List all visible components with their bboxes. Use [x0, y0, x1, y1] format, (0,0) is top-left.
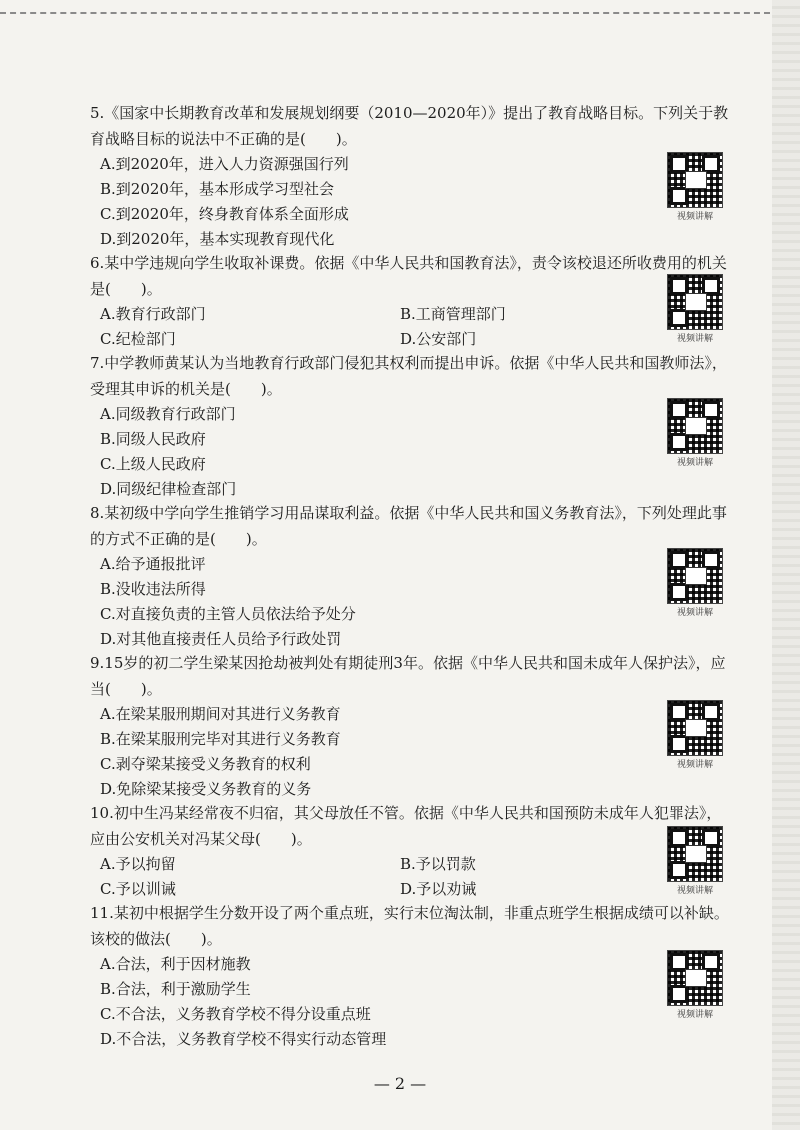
qr-code-icon [667, 548, 723, 604]
qr-code-icon [667, 950, 723, 1006]
question-stem: 11.某初中根据学生分数开设了两个重点班，实行末位淘汰制，非重点班学生根据成绩可以补缺。该校的做法( )。 [90, 904, 729, 948]
page-binding-edge [772, 0, 800, 1130]
qr-label: 视频讲解 [676, 608, 713, 618]
question-stem: 6.某中学违规向学生收取补课费。依据《中华人民共和国教育法》，责令该校退还所收费用的机关是( )。 [90, 254, 727, 298]
qr-label: 视频讲解 [676, 760, 713, 770]
page-top-edge [0, 0, 770, 14]
qr-label: 视频讲解 [676, 334, 713, 344]
option-a: A.合法，利于因材施教 [100, 955, 251, 973]
option-b: B.到2020年，基本形成学习型社会 [100, 180, 334, 198]
option-a: A.给予通报批评 [100, 555, 206, 573]
option-c: C.对直接负责的主管人员依法给予处分 [100, 605, 356, 623]
option-b: B.工商管理部门 [400, 305, 506, 323]
qr-code-video-11[interactable] [666, 950, 724, 1021]
option-d: D.免除梁某接受义务教育的义务 [100, 780, 312, 798]
option-d: D.不合法，义务教育学校不得实行动态管理 [100, 1030, 387, 1048]
qr-code-video-10[interactable] [666, 826, 724, 897]
option-a: A.到2020年，进入人力资源强国行列 [100, 155, 349, 173]
qr-label: 视频讲解 [676, 458, 713, 468]
qr-code-video-8[interactable] [666, 548, 724, 619]
question-8 [90, 500, 730, 652]
option-c: C.到2020年，终身教育体系全面形成 [100, 205, 349, 223]
option-d: D.同级纪律检查部门 [100, 480, 237, 498]
option-c: C.纪检部门 [100, 330, 176, 348]
qr-code-icon [667, 826, 723, 882]
option-b: B.没收违法所得 [100, 580, 206, 598]
option-d: D.到2020年，基本实现教育现代化 [100, 230, 335, 248]
option-b: B.合法，利于激励学生 [100, 980, 251, 998]
option-d: D.对其他直接责任人员给予行政处罚 [100, 630, 342, 648]
question-stem: 9.15岁的初二学生梁某因抢劫被判处有期徒刑3年。依据《中华人民共和国未成年人保护法》，应当( )。 [90, 654, 726, 698]
question-stem: 5.《国家中长期教育改革和发展规划纲要（2010—2020年）》提出了教育战略目标。下列关于教育战略目标的说法中不正确的是( )。 [90, 104, 729, 148]
option-c: C.不合法，义务教育学校不得分设重点班 [100, 1005, 371, 1023]
option-c: C.剥夺梁某接受义务教育的权利 [100, 755, 311, 773]
option-a: A.同级教育行政部门 [100, 405, 236, 423]
page-number: — 2 — [373, 1074, 427, 1093]
option-b: B.予以罚款 [400, 855, 476, 873]
question-stem: 7.中学教师黄某认为当地教育行政部门侵犯其权利而提出申诉。依据《中华人民共和国教师法》，受理其申诉的机关是( )。 [90, 354, 727, 398]
question-stem: 10.初中生冯某经常夜不归宿，其父母放任不管。依据《中华人民共和国预防未成年人犯罪法》，应由公安机关对冯某父母( )。 [90, 804, 722, 848]
option-c: C.予以训诫 [100, 880, 176, 898]
option-d: D.予以劝诫 [400, 880, 477, 898]
qr-code-icon [667, 274, 723, 330]
option-c: C.上级人民政府 [100, 455, 206, 473]
question-11 [90, 900, 730, 1052]
option-a: A.在梁某服刑期间对其进行义务教育 [100, 705, 341, 723]
qr-code-video-9[interactable] [666, 700, 724, 771]
qr-code-video-7[interactable] [666, 398, 724, 469]
qr-code-icon [667, 398, 723, 454]
qr-label: 视频讲解 [676, 886, 713, 896]
question-stem: 8.某初级中学向学生推销学习用品谋取利益。依据《中华人民共和国义务教育法》，下列处理此事的方式不正确的是( )。 [90, 504, 727, 548]
question-9 [90, 650, 730, 802]
option-a: A.教育行政部门 [100, 305, 206, 323]
qr-label: 视频讲解 [676, 1010, 713, 1020]
option-b: B.在梁某服刑完毕对其进行义务教育 [100, 730, 341, 748]
option-d: D.公安部门 [400, 330, 477, 348]
option-b: B.同级人民政府 [100, 430, 206, 448]
option-a: A.予以拘留 [100, 855, 176, 873]
qr-code-video-6[interactable] [666, 274, 724, 345]
qr-code-icon [667, 700, 723, 756]
qr-code-icon [667, 152, 723, 208]
question-7 [90, 350, 730, 502]
qr-label: 视频讲解 [676, 212, 713, 222]
question-5 [90, 100, 730, 252]
question-6 [90, 250, 730, 352]
qr-code-video-5[interactable] [666, 152, 724, 223]
question-10 [90, 800, 730, 902]
